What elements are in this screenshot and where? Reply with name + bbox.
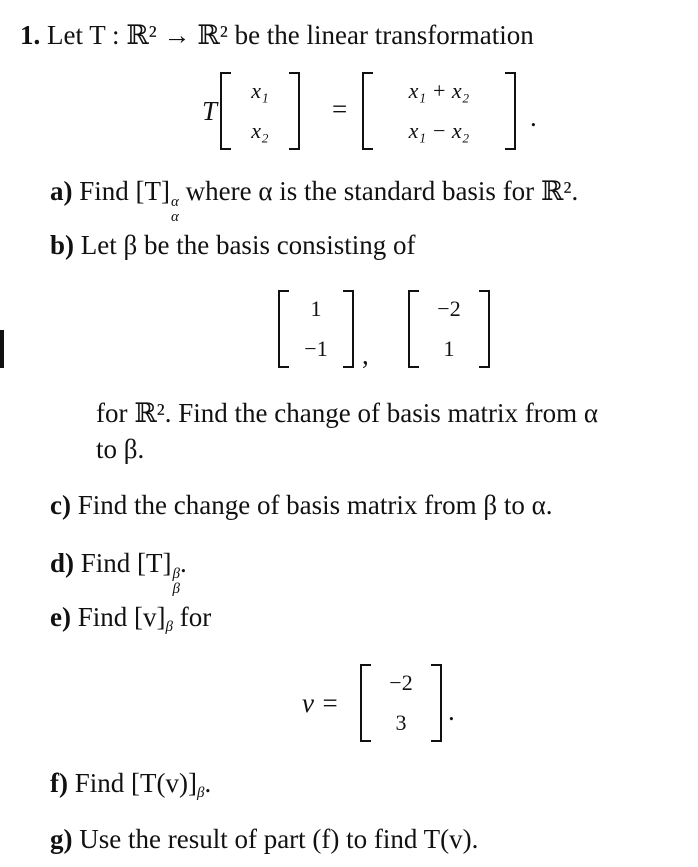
part-g-text: Use the result of part (f) to find T(v). xyxy=(79,824,479,854)
part-a-sub: α xyxy=(171,209,179,225)
output-sum: x₁ + x₂ xyxy=(408,78,470,103)
output-vector xyxy=(362,72,516,150)
left-edge-mark xyxy=(0,330,4,368)
part-f-sub: β xyxy=(196,785,205,801)
part-d-text-2: . xyxy=(180,548,187,578)
formula-period: . xyxy=(530,102,537,132)
part-c xyxy=(50,492,553,519)
part-a-sup: α xyxy=(171,194,179,210)
basis-v1-bottom: −1 xyxy=(304,336,328,361)
vector-v-period: . xyxy=(448,696,455,726)
map-lhs: T xyxy=(202,96,218,126)
vector-v xyxy=(360,664,442,742)
basis-comma: , xyxy=(362,340,369,370)
part-e-label: e) xyxy=(50,602,71,632)
part-b xyxy=(50,232,415,259)
basis-v2-top: −2 xyxy=(437,296,461,321)
part-e-sub: β xyxy=(165,619,173,635)
part-b-continuation-1: for ℝ². Find the change of basis matrix from α xyxy=(96,398,599,428)
part-g-label: g) xyxy=(50,824,73,854)
part-e-text-2: for xyxy=(172,602,212,632)
basis-vector-2 xyxy=(408,290,490,368)
part-f-text-1: Find [T(v)] xyxy=(74,768,197,798)
part-f-text-2: . xyxy=(204,768,212,798)
vector-v-bottom: 3 xyxy=(395,710,407,735)
part-e-text-1: Find [v] xyxy=(77,602,166,632)
output-diff: x₁ − x₂ xyxy=(408,118,470,143)
part-f-label: f) xyxy=(50,768,68,798)
part-d-sub: β xyxy=(172,581,180,597)
part-d-sup: β xyxy=(172,566,180,582)
input-vector xyxy=(220,72,300,150)
problem-intro xyxy=(20,22,534,49)
part-d xyxy=(50,550,187,597)
part-a-text-2: where α is the standard basis for ℝ². xyxy=(178,176,579,206)
part-a-label: a) xyxy=(50,176,73,206)
vector-v-top: −2 xyxy=(389,670,413,695)
part-b-continuation-2: to β. xyxy=(96,434,145,464)
part-d-text-1: Find [T] xyxy=(80,548,172,578)
part-c-label: c) xyxy=(50,490,71,520)
part-a xyxy=(50,178,578,225)
problem-intro-text: Let T : ℝ² → ℝ² be the linear transformation xyxy=(47,20,534,50)
part-g xyxy=(50,826,478,853)
vector-v-lhs: v = xyxy=(302,688,339,718)
basis-v2-bottom: 1 xyxy=(443,336,455,361)
part-c-text: Find the change of basis matrix from β to α. xyxy=(77,490,553,520)
problem-number: 1. xyxy=(20,20,41,50)
part-a-text-1: Find [T] xyxy=(79,176,170,206)
part-f xyxy=(50,770,211,801)
basis-v1-top: 1 xyxy=(310,296,322,321)
equals-sign: = xyxy=(332,94,348,124)
input-x2: x₂ xyxy=(251,118,269,143)
part-b-text: Let β be the basis consisting of xyxy=(80,230,416,260)
basis-vector-1 xyxy=(278,290,354,368)
part-b-label: b) xyxy=(50,230,75,260)
part-e xyxy=(50,604,211,635)
part-d-label: d) xyxy=(50,548,75,578)
input-x1: x₁ xyxy=(251,78,269,103)
